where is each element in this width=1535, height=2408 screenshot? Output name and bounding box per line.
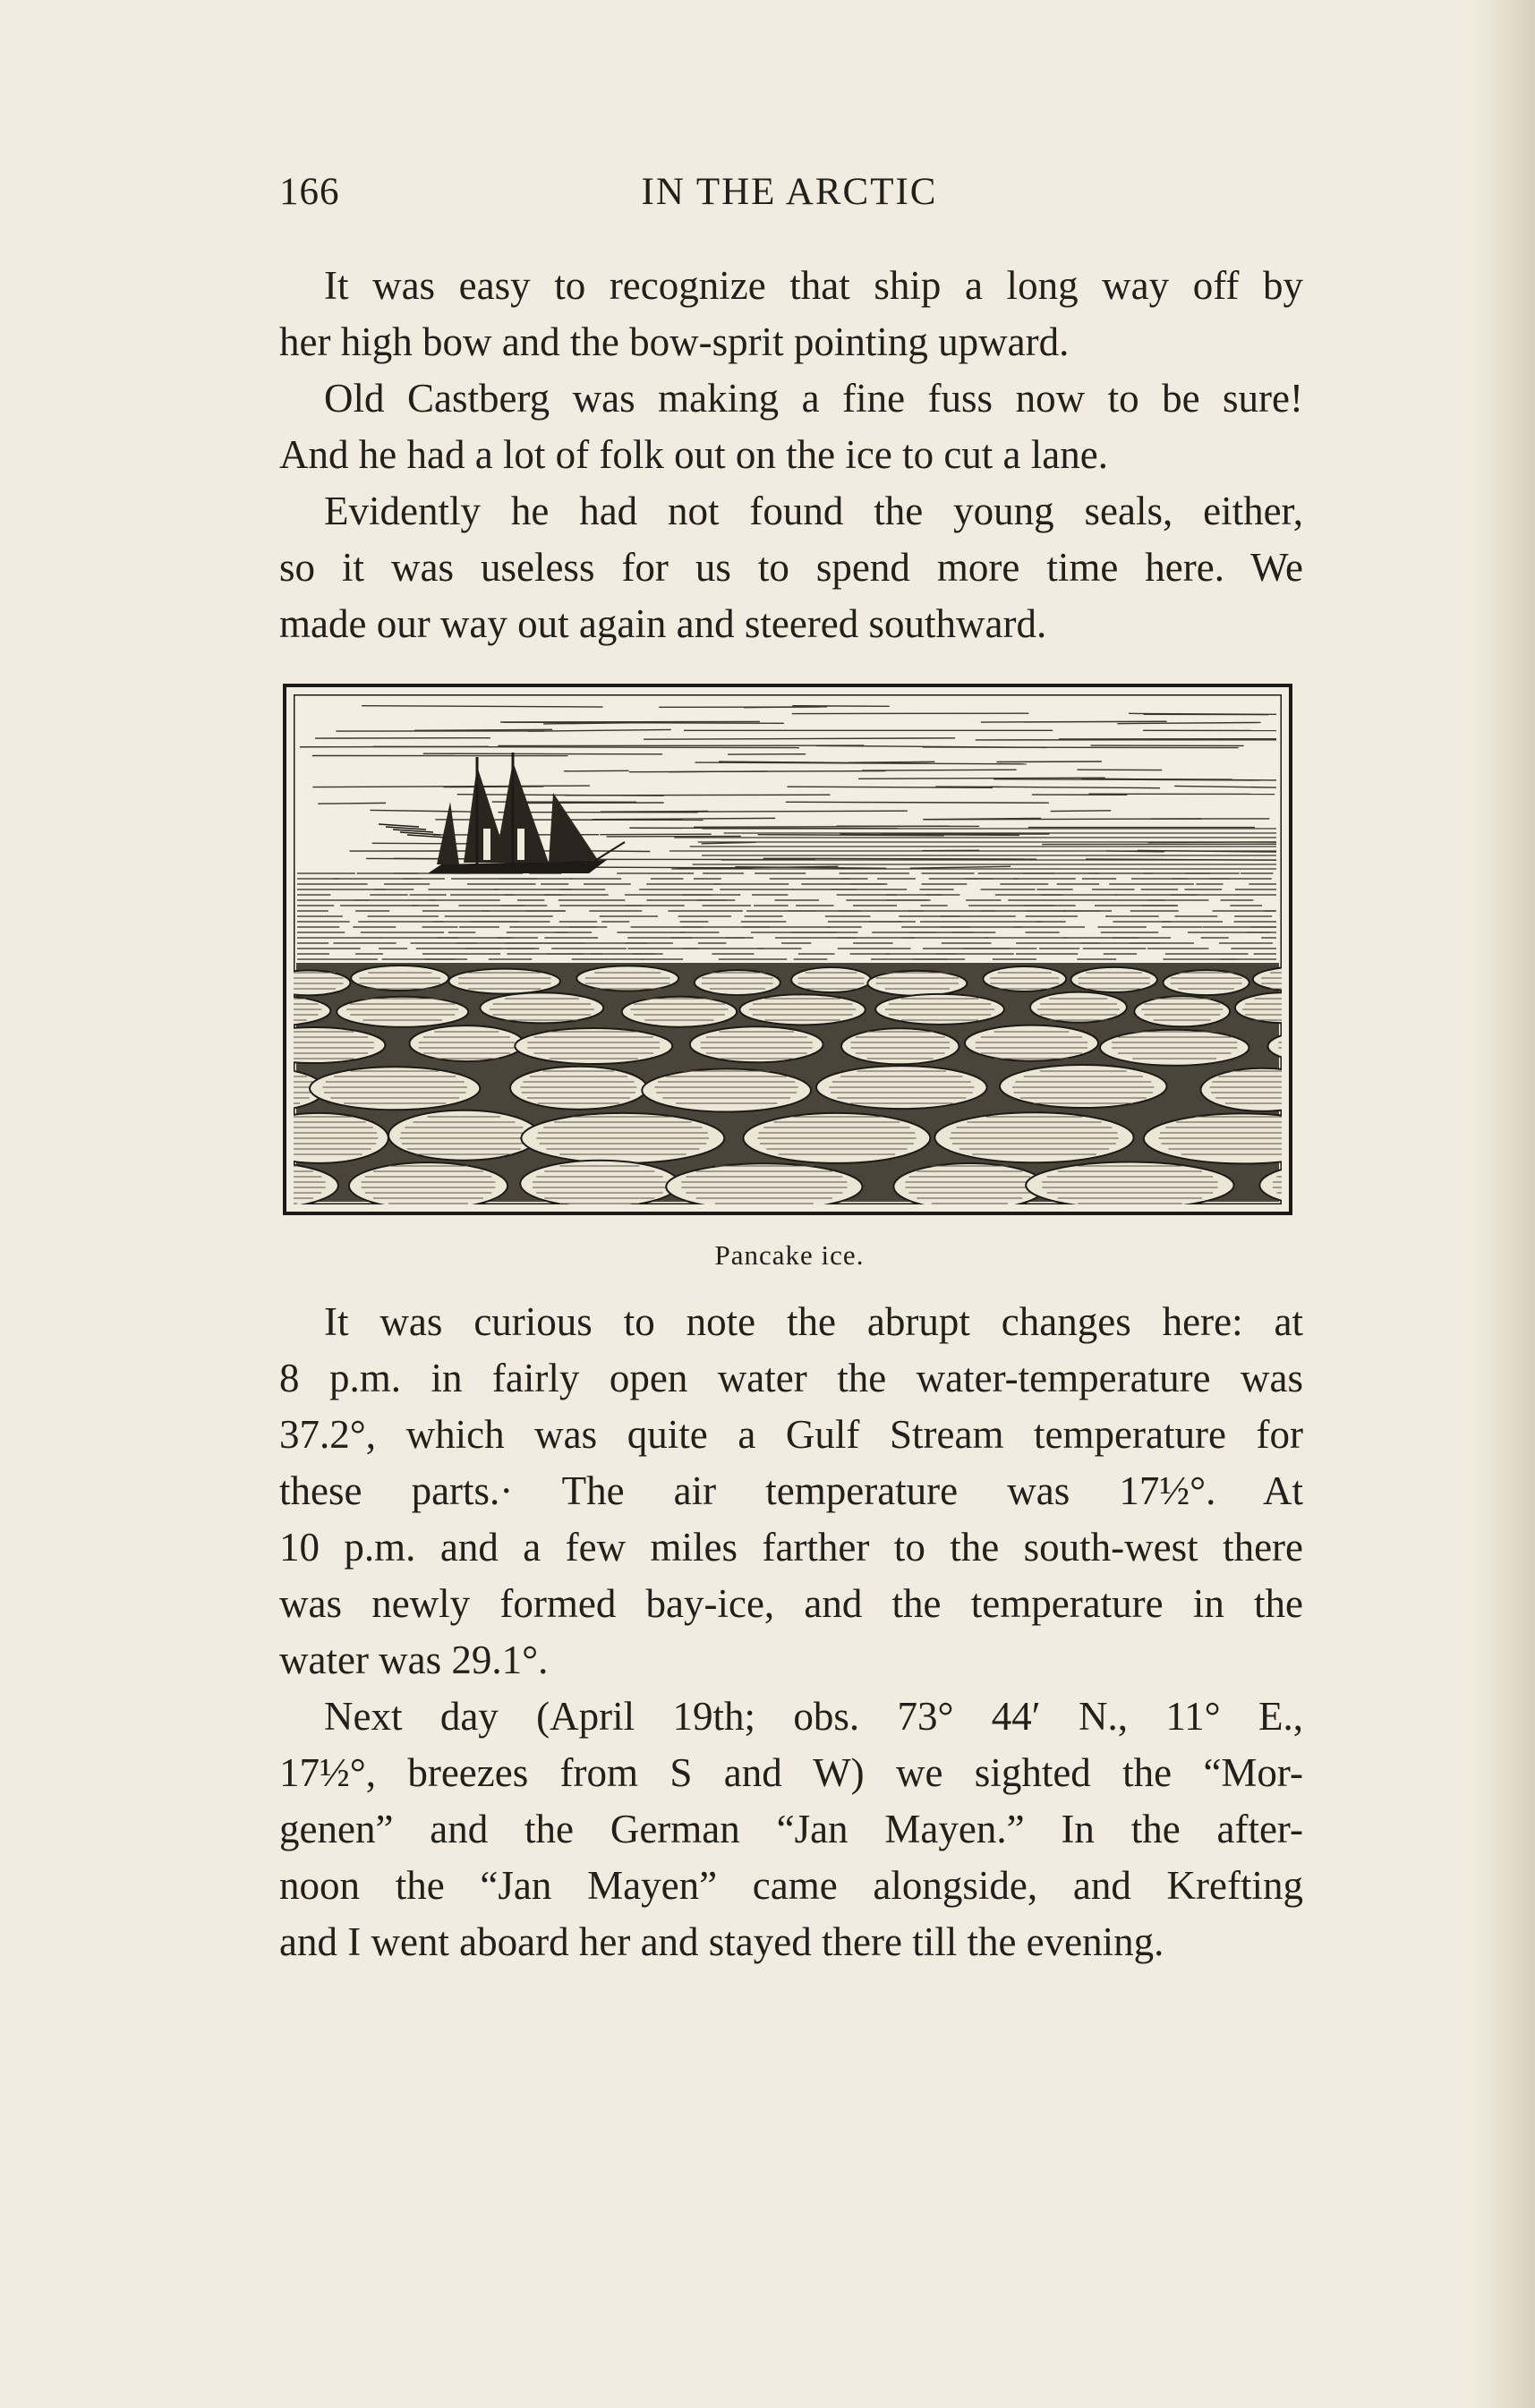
text-line: her high bow and the bow-sprit pointing upward. xyxy=(279,319,1070,364)
paragraph xyxy=(279,258,1303,370)
text-line: water was 29.1°. xyxy=(279,1638,549,1682)
text-line: Old Castberg was making a fine fuss now to be sure! xyxy=(324,376,1303,421)
top-text-block xyxy=(279,258,1303,652)
text-line: And he had a lot of folk out on the ice to cut a lane. xyxy=(279,432,1108,477)
text-line: these parts.· The air temperature was 17½°. At xyxy=(279,1468,1303,1513)
text-line: noon the “Jan Mayen” came alongside, and Krefting xyxy=(279,1863,1303,1908)
paragraph xyxy=(279,370,1303,483)
text-line: Evidently he had not found the young seals, either, xyxy=(324,489,1303,533)
text-line: made our way out again and steered southward. xyxy=(279,601,1047,646)
text-line: It was curious to note the abrupt changes here: at xyxy=(324,1299,1303,1344)
paragraph xyxy=(279,1689,1303,1970)
text-line: genen” and the German “Jan Mayen.” In the after- xyxy=(279,1807,1303,1851)
text-line: was newly formed bay-ice, and the temperature in the xyxy=(279,1581,1303,1626)
text-line: Next day (April 19th; obs. 73° 44′ N., 11° E., xyxy=(324,1694,1303,1739)
paragraph xyxy=(279,1294,1303,1689)
page-header xyxy=(279,170,1300,224)
page-number: 166 xyxy=(279,171,340,213)
bottom-text-block xyxy=(279,1294,1303,1970)
paragraph xyxy=(279,483,1303,652)
text-line: 37.2°, which was quite a Gulf Stream temperature for xyxy=(279,1412,1303,1457)
pancake-ice-illustration xyxy=(283,684,1292,1215)
engraving-image xyxy=(294,694,1282,1204)
figure-caption: Pancake ice. xyxy=(714,1239,865,1271)
text-line: 8 p.m. in fairly open water the water-temperature was xyxy=(279,1356,1303,1400)
text-line: It was easy to recognize that ship a long way off by xyxy=(324,263,1303,308)
text-line: 17½°, breezes from S and W) we sighted the “Mor- xyxy=(279,1750,1303,1795)
text-line: and I went aboard her and stayed there till the evening. xyxy=(279,1919,1164,1964)
text-line: 10 p.m. and a few miles farther to the south-west there xyxy=(279,1525,1303,1570)
page-edge-shadow xyxy=(1472,0,1535,2408)
text-line: so it was useless for us to spend more time here. We xyxy=(279,545,1303,590)
running-title: IN THE ARCTIC xyxy=(641,171,938,213)
